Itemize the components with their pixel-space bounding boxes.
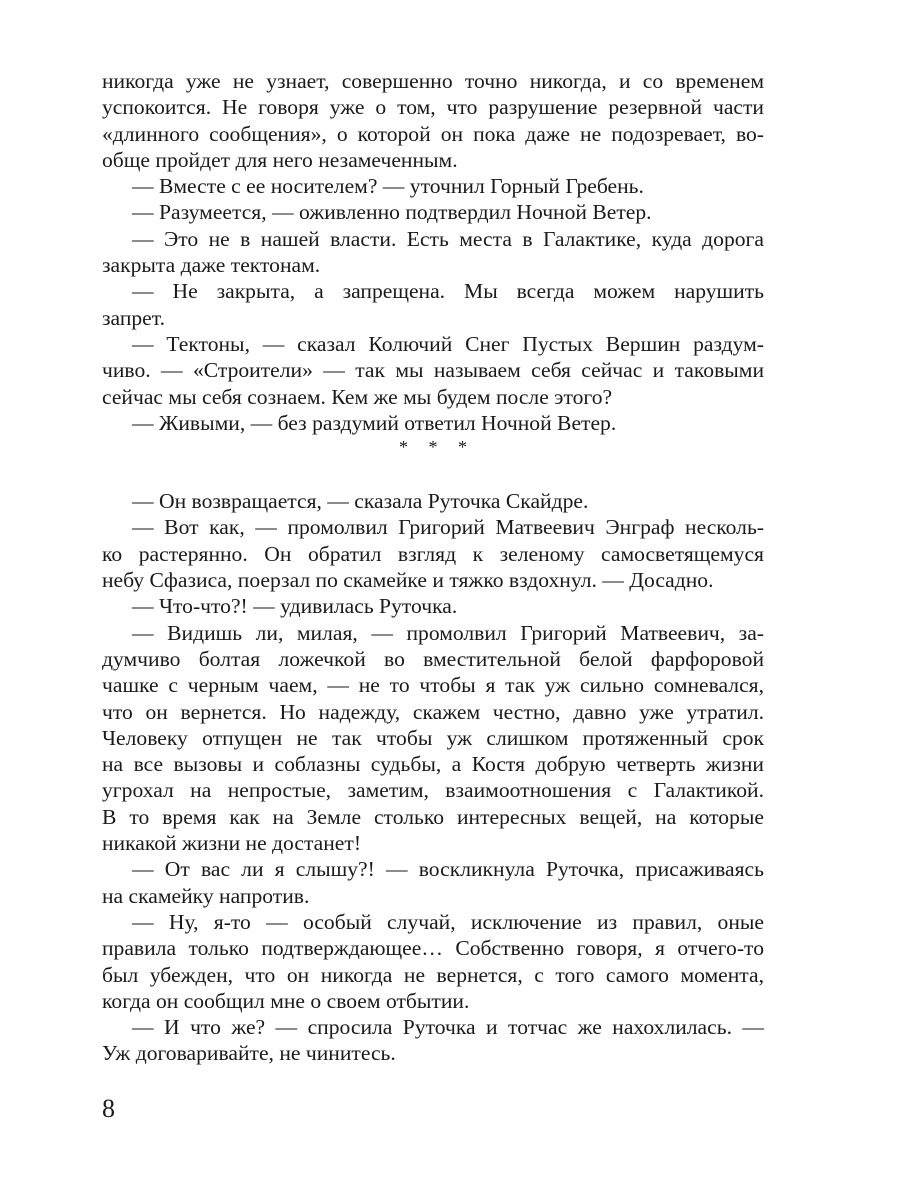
text-line: — От вас ли я слышу?! — воскликнула Руточка, присаживаясь	[132, 857, 764, 882]
text-block-before-separator	[102, 68, 764, 436]
text-line: думчиво болтая ложечкой во вместительной белой фарфоровой	[102, 646, 764, 671]
text-line: когда он сообщил мне о своем отбытии.	[102, 988, 470, 1013]
text-line: никогда уже не узнает, совершенно точно никогда, и со временем	[102, 69, 764, 93]
text-line: — Видишь ли, милая, — промолвил Григорий Матвеевич, за-	[132, 620, 764, 645]
text-line: — Он возвращается, — сказала Руточка Скайдре.	[132, 489, 589, 514]
text-line: небу Сфазиса, поерзал по скамейке и тяжко вздохнул. — Досадно.	[102, 568, 714, 593]
text-line: успокоится. Не говоря уже о том, что разрушение резервной части	[102, 95, 764, 120]
text-line: закрыта даже тектонам.	[102, 253, 321, 278]
separator-asterisks: * * *	[399, 437, 475, 458]
text-line: что он вернется. Но надежду, скажем честно, давно уже утратил.	[102, 699, 764, 724]
text-line: обще пройдет для него незамеченным.	[102, 147, 458, 172]
text-line: В то время как на Земле столько интересных вещей, на которые	[102, 804, 764, 829]
text-line: — Тектоны, — сказал Колючий Снег Пустых Вершин раздум-	[132, 331, 764, 356]
text-line: правила только подтверждающее… Собственно говоря, я отчего-то	[102, 936, 764, 961]
text-line: был убежден, что он никогда не вернется, с того самого момента,	[102, 962, 764, 987]
text-line: угрохал на непростые, заметим, взаимоотношения с Галактикой.	[102, 778, 764, 803]
page-number: 8	[102, 1094, 115, 1123]
text-line: — Это не в нашей власти. Есть места в Галактике, куда дорога	[132, 226, 764, 251]
text-line: сейчас мы себя сознаем. Кем же мы будем после этого?	[102, 384, 613, 409]
text-line: «длинного сообщения», о которой он пока даже не подозревает, во-	[102, 121, 764, 146]
text-line: Уж договаривайте, не чинитесь.	[102, 1041, 396, 1066]
text-line: на скамейку напротив.	[102, 883, 310, 908]
text-line: — Вот как, — промолвил Григорий Матвеевич Энграф несколь-	[132, 515, 764, 540]
text-line: никакой жизни не достанет!	[102, 831, 362, 856]
text-block-after-separator	[102, 488, 764, 1067]
text-line: — Ну, я-то — особый случай, исключение из правил, оные	[132, 909, 764, 934]
text-line: — Вместе с ее носителем? — уточнил Горный Гребень.	[132, 174, 644, 199]
text-line: — Живыми, — без раздумий ответил Ночной Ветер.	[132, 410, 617, 435]
text-line: на все вызовы и соблазны судьбы, а Костя добрую четверть жизни	[102, 752, 764, 777]
page-body	[102, 68, 764, 1067]
text-line: ко растерянно. Он обратил взгляд к зеленому самосветящемуся	[102, 541, 764, 566]
text-line: чашке с черным чаем, — не то чтобы я так уж сильно сомневался,	[102, 673, 764, 698]
text-line: — Что-что?! — удивилась Руточка.	[132, 594, 458, 619]
scene-separator	[102, 436, 764, 488]
text-line: запрет.	[102, 305, 165, 330]
text-line: чиво. — «Строители» — так мы называем себя сейчас и таковыми	[102, 358, 764, 383]
text-line: — Разумеется, — оживленно подтвердил Ночной Ветер.	[132, 200, 652, 225]
text-line: Человеку отпущен не так чтобы уж слишком протяженный срок	[102, 725, 764, 750]
text-line: — Не закрыта, а запрещена. Мы всегда можем нарушить	[132, 279, 764, 304]
text-line: — И что же? — спросила Руточка и тотчас же нахохлилась. —	[132, 1015, 764, 1040]
